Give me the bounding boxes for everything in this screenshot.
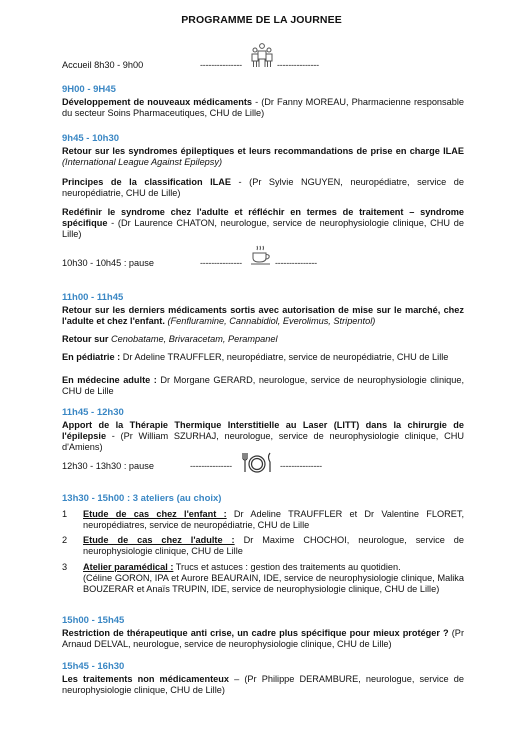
session-2-part-3-title: Redéfinir le syndrome chez l'adulte et réfléchir en termes de traitement – syndrome spécifique	[62, 207, 464, 229]
session-time-4: 11h45 - 12h30	[62, 407, 124, 418]
session-3-pediatrie-speaker: Dr Adeline TRAUFFLER, neuropédiatre, service de neuropédiatrie, CHU de Lille	[120, 352, 449, 362]
session-3-pediatrie-label: En pédiatrie :	[62, 352, 121, 362]
atelier-number-1: 1	[62, 509, 68, 519]
atelier-2-title: Etude de cas chez l'adulte :	[83, 535, 235, 545]
session-1-text	[62, 97, 464, 119]
people-group-icon	[250, 42, 274, 68]
atelier-3-title: Atelier paramédical :	[83, 562, 174, 572]
accueil-dashes-left: ---------------	[200, 60, 242, 70]
atelier-2	[83, 535, 464, 557]
pause-1-dashes-right: ---------------	[275, 258, 317, 268]
atelier-3-speakers: (Céline GORON, IPA et Aurore BEAURAIN, IDE, service de neurophysiologie clinique, Malika BOUZERAR et Anaïs TRUPIN, IDE, service de neurophysiologie clinique, CHU de Lille)	[83, 573, 464, 595]
atelier-1-title: Etude de cas chez l'enfant :	[83, 509, 227, 519]
session-6-title: Restriction de thérapeutique anti crise, un cadre plus spécifique pour mieux protéger ?	[62, 628, 449, 638]
session-time-2: 9h45 - 10h30	[62, 133, 120, 144]
pause-1-label: 10h30 - 10h45 : pause	[62, 258, 154, 268]
session-7-text	[62, 674, 464, 696]
session-3-pediatrie	[62, 352, 464, 363]
session-2-title: Retour sur les syndromes épileptiques et leurs recommandations de prise en charge ILAE	[62, 146, 464, 156]
session-6-text	[62, 628, 464, 650]
session-3-drugs: (Fenfluramine, Cannabidiol, Everolimus, Stripentol)	[164, 316, 376, 327]
atelier-number-3: 3	[62, 562, 68, 572]
accueil-label: Accueil 8h30 - 9h00	[62, 60, 144, 70]
session-time-1: 9H00 - 9H45	[62, 84, 116, 95]
accueil-dashes-right: ---------------	[277, 60, 319, 70]
pause-2-dashes-left: ---------------	[190, 461, 232, 471]
session-4-speaker: - (Pr William SZURHAJ, neurologue, service de neurophysiologie clinique, CHU d'Amiens)	[62, 431, 464, 453]
session-2-part-3-speaker: - (Dr Laurence CHATON, neurologue, service de neurophysiologie clinique, CHU de Lille)	[62, 218, 464, 240]
atelier-1-speaker: Dr Adeline TRAUFFLER et Dr Valentine FLORET, neuropédiatres, service de neuropédiatrie, CHU de Lille	[83, 509, 465, 531]
session-3-title: Retour sur les derniers médicaments sortis avec autorisation de mise sur le marché, chez l'adulte et chez l'enfant.	[62, 305, 464, 327]
session-3-adulte-label: En médecine adulte :	[62, 375, 157, 385]
session-3-adulte	[62, 375, 464, 397]
pause-1-dashes-left: ---------------	[200, 258, 242, 268]
session-2-part-2-title: Principes de la classification ILAE	[62, 177, 232, 187]
session-2-title-note: (International League Against Epilepsy)	[62, 157, 223, 168]
session-3-part-2-title: Retour sur	[62, 334, 109, 344]
session-3-part-2	[62, 334, 464, 345]
coffee-cup-icon	[250, 245, 272, 265]
atelier-2-speaker: Dr Maxime CHOCHOI, neurologue, service de neurophysiologie clinique, CHU de Lille	[83, 535, 464, 557]
session-time-5: 13h30 - 15h00 : 3 ateliers (au choix)	[62, 493, 222, 504]
pause-2-dashes-right: ---------------	[280, 461, 322, 471]
session-2-part-2-speaker: - (Pr Sylvie NGUYEN, neuropédiatre, service de neuropédiatrie, CHU de Lille)	[62, 177, 464, 199]
session-time-3: 11h00 - 11h45	[62, 292, 124, 303]
session-2-text	[62, 146, 464, 168]
session-1-title: Développement de nouveaux médicaments	[62, 97, 252, 107]
atelier-3	[83, 562, 464, 596]
session-time-6: 15h00 - 15h45	[62, 615, 125, 626]
session-3-part-2-drugs: Cenobatame, Brivaracetam, Perampanel	[108, 334, 278, 344]
session-2-part-2	[62, 177, 464, 199]
session-7-speaker: – (Pr Philippe DERAMBURE, neurologue, service de neurophysiologie clinique, CHU de Lille)	[62, 674, 464, 696]
session-7-title: Les traitements non médicamenteux	[62, 674, 229, 684]
atelier-number-2: 2	[62, 535, 68, 545]
atelier-3-topic: Trucs et astuces : gestion des traitements au quotidien.	[173, 562, 401, 572]
session-3-text	[62, 305, 464, 327]
session-4-text	[62, 420, 464, 454]
session-6-speaker: (Pr Arnaud DELVAL, neurologue, service de neurophysiologie clinique, CHU de Lille)	[62, 628, 464, 650]
session-3-adulte-speaker: Dr Morgane GERARD, neurologue, service de neurophysiologie clinique, CHU de Lille	[62, 375, 464, 397]
session-2-part-3	[62, 207, 464, 241]
plate-cutlery-icon	[240, 451, 274, 473]
page-title: PROGRAMME DE LA JOURNEE	[181, 14, 342, 26]
pause-2-label: 12h30 - 13h30 : pause	[62, 461, 154, 471]
session-1-speaker: - (Dr Fanny MOREAU, Pharmacienne responsable du secteur Soins Pharmaceutiques, CHU de Lille)	[62, 97, 465, 119]
accueil-row	[62, 60, 143, 71]
session-time-7: 15h45 - 16h30	[62, 661, 125, 672]
session-4-title: Apport de la Thérapie Thermique Interstitielle au Laser (LITT) dans la chirurgie de l'épilepsie	[62, 420, 464, 442]
atelier-1	[83, 509, 464, 531]
